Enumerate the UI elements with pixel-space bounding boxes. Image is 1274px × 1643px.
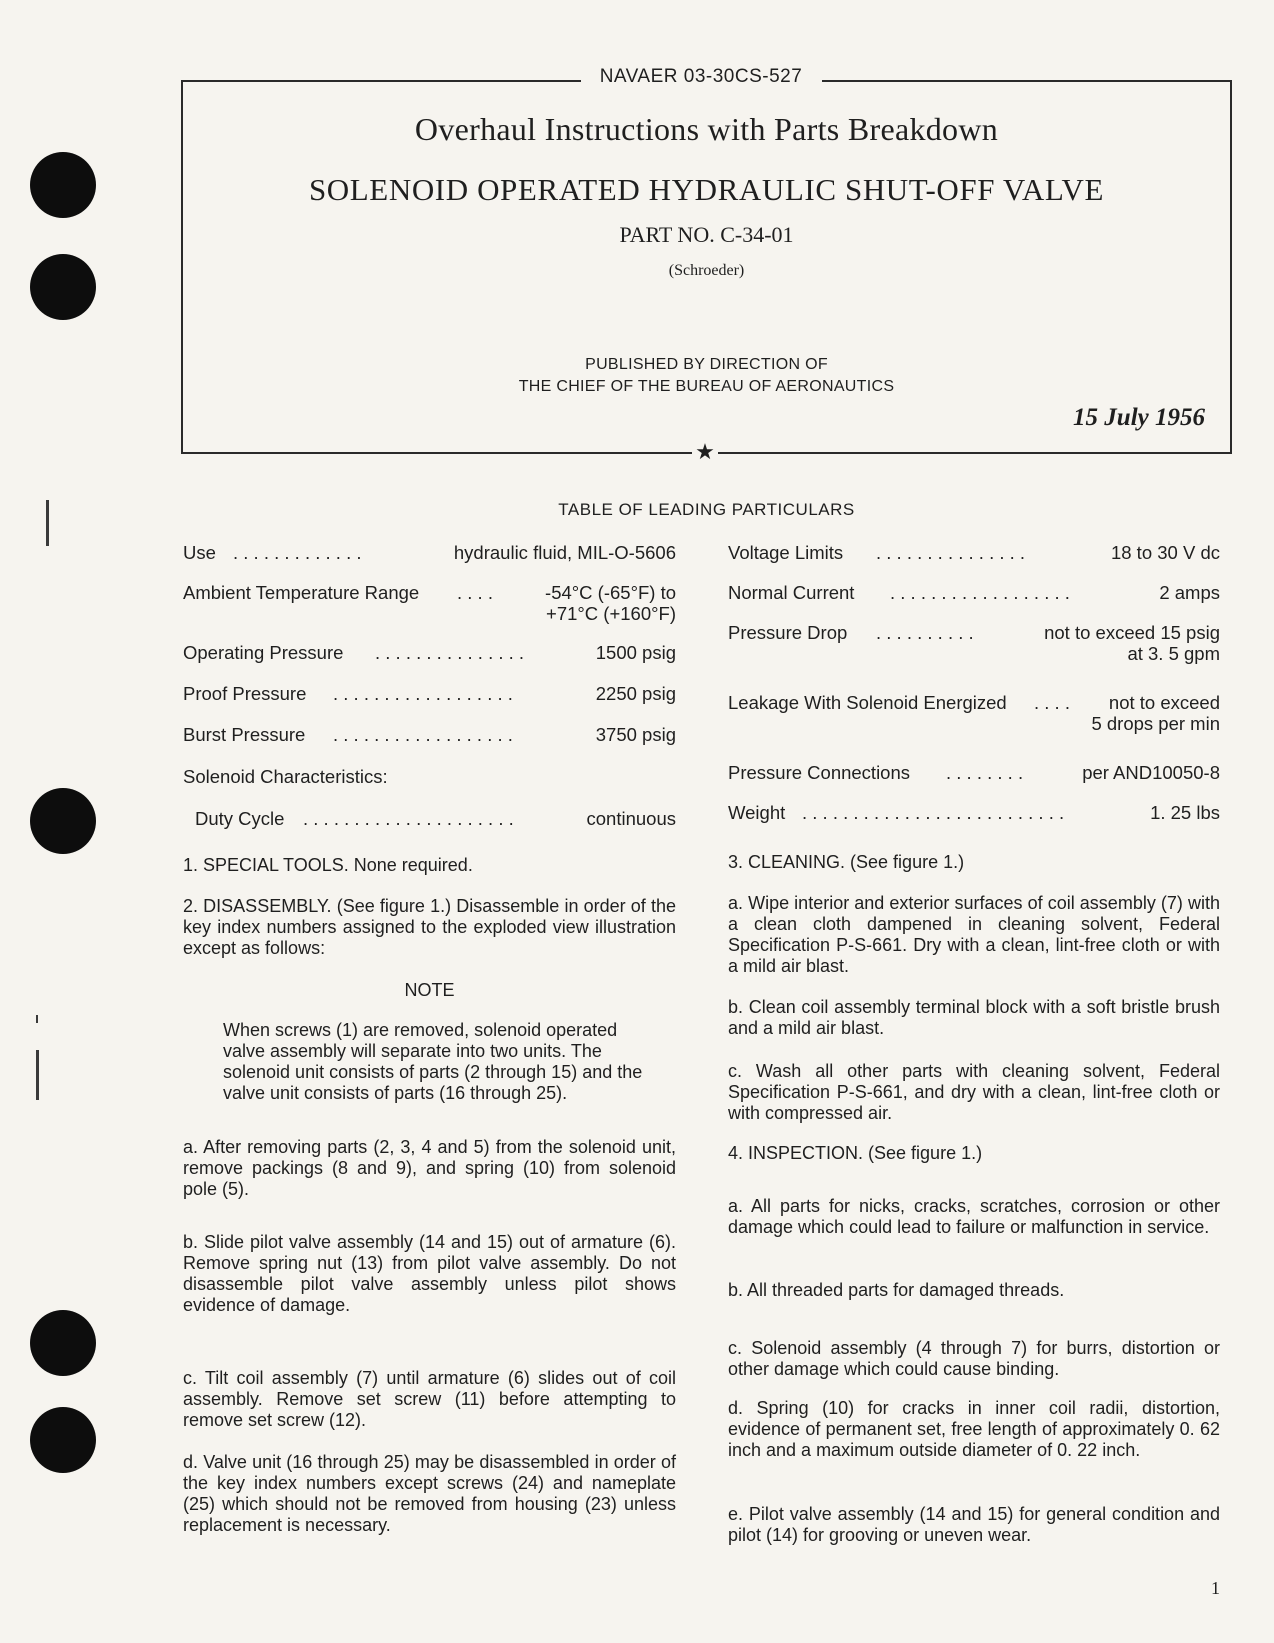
margin-mark: [36, 1015, 38, 1023]
disassembly-step-b: b. Slide pilot valve assembly (14 and 15) out of armature (6). Remove spring nut (13) from pilot valve assembly. Do not disassemble pilot valve assembly unless pilot shows evidence of damage.: [183, 1232, 676, 1315]
doc-number: NAVAER 03-30CS-527: [599, 66, 803, 87]
particular-operating-pressure: Operating Pressure . . . . . . . . . . . . . . . 1500 psig: [183, 642, 676, 663]
particular-normal-current: Normal Current . . . . . . . . . . . . . . . . . . 2 amps: [728, 582, 1220, 603]
binder-hole-2: [30, 254, 96, 320]
bottom-rule-right: [718, 452, 1232, 454]
section-4-inspection: 4. INSPECTION. (See figure 1.): [728, 1143, 983, 1163]
particulars-right: [728, 542, 1220, 823]
bottom-rule-left: [181, 452, 692, 454]
binder-hole-1: [30, 152, 96, 218]
star-icon: ★: [695, 439, 715, 464]
publication-date: 15 July 1956: [1073, 404, 1205, 431]
subject: SOLENOID OPERATED HYDRAULIC SHUT-OFF VALVE: [308, 172, 1105, 207]
top-rule-left: [181, 80, 581, 82]
particulars-left: [183, 542, 676, 829]
part-number: PART NO. C-34-01: [619, 222, 794, 247]
particular-ambient-temperature: Ambient Temperature Range . . . . -54°C (-65°F) to +71°C (+160°F): [183, 582, 676, 624]
particular-pressure-connections: Pressure Connections . . . . . . . . per AND10050-8: [728, 762, 1220, 783]
particular-use: Use . . . . . . . . . . . . . hydraulic fluid, MIL-O-5606: [183, 542, 676, 563]
published-line-1: PUBLISHED BY DIRECTION OF: [585, 356, 828, 373]
cleaning-step-a: a. Wipe interior and exterior surfaces of coil assembly (7) with a clean cloth dampened in cleaning solvent, Federal Specification P-S-661. Dry with a clean, lint-free cloth or with a mild air blast.: [728, 893, 1220, 976]
inspection-step-b: b. All threaded parts for damaged threads.: [728, 1280, 1065, 1300]
margin-mark: [46, 500, 49, 546]
section-2-disassembly: 2. DISASSEMBLY. (See figure 1.) Disassemble in order of the key index numbers assigned to the exploded view illustration except as follows:: [183, 896, 676, 958]
particular-leakage: Leakage With Solenoid Energized . . . . not to exceed 5 drops per min: [728, 692, 1220, 734]
inspection-step-e: e. Pilot valve assembly (14 and 15) for general condition and pilot (14) for grooving or uneven wear.: [728, 1504, 1220, 1545]
section-1-special-tools: 1. SPECIAL TOOLS. None required.: [183, 855, 473, 875]
particular-pressure-drop: Pressure Drop . . . . . . . . . . not to exceed 15 psig at 3. 5 gpm: [728, 622, 1220, 664]
margin-mark: [36, 1050, 39, 1100]
binder-hole-3: [30, 788, 96, 854]
particular-burst-pressure: Burst Pressure . . . . . . . . . . . . . . . . . . 3750 psig: [183, 724, 676, 745]
section-3-cleaning: 3. CLEANING. (See figure 1.): [728, 852, 965, 872]
manufacturer: (Schroeder): [668, 262, 745, 279]
particular-solenoid-characteristics: Solenoid Characteristics:: [183, 766, 388, 787]
particular-voltage-limits: Voltage Limits . . . . . . . . . . . . . . . 18 to 30 V dc: [728, 542, 1220, 563]
disassembly-step-d: d. Valve unit (16 through 25) may be disassembled in order of the key index numbers except screws (24) and nameplate (25) which should not be removed from housing (23) unless replacement is necessary.: [183, 1452, 676, 1535]
published-line-2: THE CHIEF OF THE BUREAU OF AERONAUTICS: [518, 378, 895, 395]
inspection-step-c: c. Solenoid assembly (4 through 7) for burrs, distortion or other damage which could cause binding.: [728, 1338, 1220, 1379]
disassembly-step-c: c. Tilt coil assembly (7) until armature (6) slides out of coil assembly. Remove set screw (11) before attempting to remove set screw (12).: [183, 1368, 676, 1430]
cleaning-step-c: c. Wash all other parts with cleaning solvent, Federal Specification P-S-661, and dry with a clean, lint-free cloth or with compressed air.: [728, 1061, 1220, 1123]
page-number: 1: [1211, 1578, 1220, 1598]
binder-hole-5: [30, 1407, 96, 1473]
particulars-heading: TABLE OF LEADING PARTICULARS: [558, 500, 855, 519]
note-heading: NOTE: [404, 980, 455, 1000]
inspection-step-d: d. Spring (10) for cracks in inner coil radii, distortion, evidence of permanent set, free length of approximately 0. 62 inch and a maximum outside diameter of 0. 22 inch.: [728, 1398, 1220, 1460]
particular-proof-pressure: Proof Pressure . . . . . . . . . . . . . . . . . . 2250 psig: [183, 683, 676, 704]
inspection-step-a: a. All parts for nicks, cracks, scratches, corrosion or other damage which could lead to failure or malfunction in service.: [728, 1196, 1220, 1237]
disassembly-step-a: a. After removing parts (2, 3, 4 and 5) from the solenoid unit, remove packings (8 and 9), and spring (10) from solenoid pole (5).: [183, 1137, 676, 1199]
binder-hole-4: [30, 1310, 96, 1376]
particular-duty-cycle: Duty Cycle . . . . . . . . . . . . . . . . . . . . . continuous: [195, 808, 676, 829]
top-rule-right: [822, 80, 1232, 82]
particular-weight: Weight . . . . . . . . . . . . . . . . . . . . . . . . . . 1. 25 lbs: [728, 802, 1220, 823]
note-body: When screws (1) are removed, solenoid operated valve assembly will separate into two units. The solenoid unit consists of parts (2 through 15) and the valve unit consists of parts (16 through 25).: [223, 1020, 643, 1103]
title: Overhaul Instructions with Parts Breakdown: [414, 111, 999, 147]
cleaning-step-b: b. Clean coil assembly terminal block with a soft bristle brush and a mild air blast.: [728, 997, 1220, 1038]
